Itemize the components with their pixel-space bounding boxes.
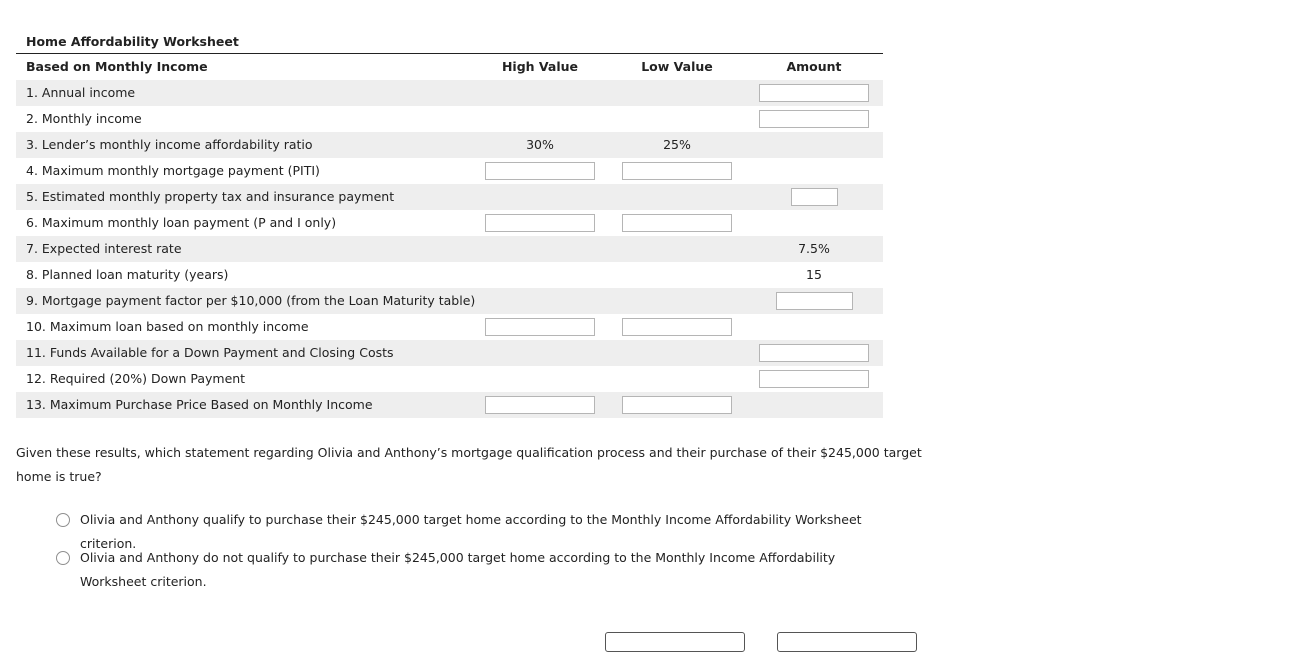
worksheet-title: Home Affordability Worksheet — [16, 30, 883, 54]
affordability-worksheet — [16, 30, 883, 418]
tax-insurance-amount-input[interactable] — [791, 188, 838, 206]
row-label: 9. Mortgage payment factor per $10,000 (from the Loan Maturity table) — [26, 293, 476, 308]
row-payment-factor — [16, 288, 883, 314]
row-tax-insurance — [16, 184, 883, 210]
loan-maturity-amount: 15 — [806, 267, 822, 282]
purchase-price-high-input[interactable] — [485, 396, 595, 414]
bottom-button-right[interactable] — [777, 632, 917, 652]
row-label: 10. Maximum loan based on monthly income — [26, 319, 309, 334]
payment-factor-amount-input[interactable] — [776, 292, 853, 310]
row-max-purchase-price — [16, 392, 883, 418]
row-affordability-ratio — [16, 132, 883, 158]
loan-payment-low-input[interactable] — [622, 214, 732, 232]
worksheet-header-row — [16, 54, 883, 80]
row-max-loan — [16, 314, 883, 340]
row-label: 7. Expected interest rate — [26, 241, 182, 256]
header-high-value: High Value — [501, 59, 579, 74]
question-text: Given these results, which statement regarding Olivia and Anthony’s mortgage qualification process and their purchase of their $245,000 target home is true? — [16, 445, 922, 484]
ratio-low-value: 25% — [663, 137, 691, 152]
row-label: 12. Required (20%) Down Payment — [26, 371, 246, 386]
header-low-value: Low Value — [641, 59, 713, 74]
row-monthly-income — [16, 106, 883, 132]
row-label: 4. Maximum monthly mortgage payment (PITI) — [26, 163, 320, 178]
row-label: 11. Funds Available for a Down Payment and Closing Costs — [26, 345, 394, 360]
row-down-payment — [16, 366, 883, 392]
piti-high-input[interactable] — [485, 162, 595, 180]
down-payment-amount-input[interactable] — [759, 370, 869, 388]
row-label: 13. Maximum Purchase Price Based on Monthly Income — [26, 397, 373, 412]
row-label: 5. Estimated monthly property tax and insurance payment — [26, 189, 395, 204]
purchase-price-low-input[interactable] — [622, 396, 732, 414]
piti-low-input[interactable] — [622, 162, 732, 180]
row-label: 3. Lender’s monthly income affordability ratio — [26, 137, 313, 152]
row-label: 2. Monthly income — [26, 111, 142, 126]
annual-income-amount-input[interactable] — [759, 84, 869, 102]
row-label: 1. Annual income — [26, 85, 136, 100]
row-max-loan-payment — [16, 210, 883, 236]
ratio-high-value: 30% — [526, 137, 554, 152]
row-funds-available — [16, 340, 883, 366]
answer-option-label: Olivia and Anthony do not qualify to purchase their $245,000 target home according to the Monthly Income Affordability Worksheet criterion. — [80, 550, 836, 589]
row-interest-rate — [16, 236, 883, 262]
funds-available-amount-input[interactable] — [759, 344, 869, 362]
row-max-monthly-piti — [16, 158, 883, 184]
radio-button[interactable] — [56, 513, 70, 527]
row-annual-income — [16, 80, 883, 106]
monthly-income-amount-input[interactable] — [759, 110, 869, 128]
row-label: 8. Planned loan maturity (years) — [26, 267, 229, 282]
max-loan-low-input[interactable] — [622, 318, 732, 336]
radio-button[interactable] — [56, 551, 70, 565]
answer-option-label: Olivia and Anthony qualify to purchase their $245,000 target home according to the Monthly Income Affordability Worksheet criterion. — [80, 512, 862, 551]
header-based-on: Based on Monthly Income — [26, 59, 208, 74]
bottom-button-left[interactable] — [605, 632, 745, 652]
header-amount: Amount — [786, 59, 842, 74]
loan-payment-high-input[interactable] — [485, 214, 595, 232]
interest-rate-amount: 7.5% — [798, 241, 830, 256]
row-loan-maturity — [16, 262, 883, 288]
row-label: 6. Maximum monthly loan payment (P and I only) — [26, 215, 337, 230]
max-loan-high-input[interactable] — [485, 318, 595, 336]
